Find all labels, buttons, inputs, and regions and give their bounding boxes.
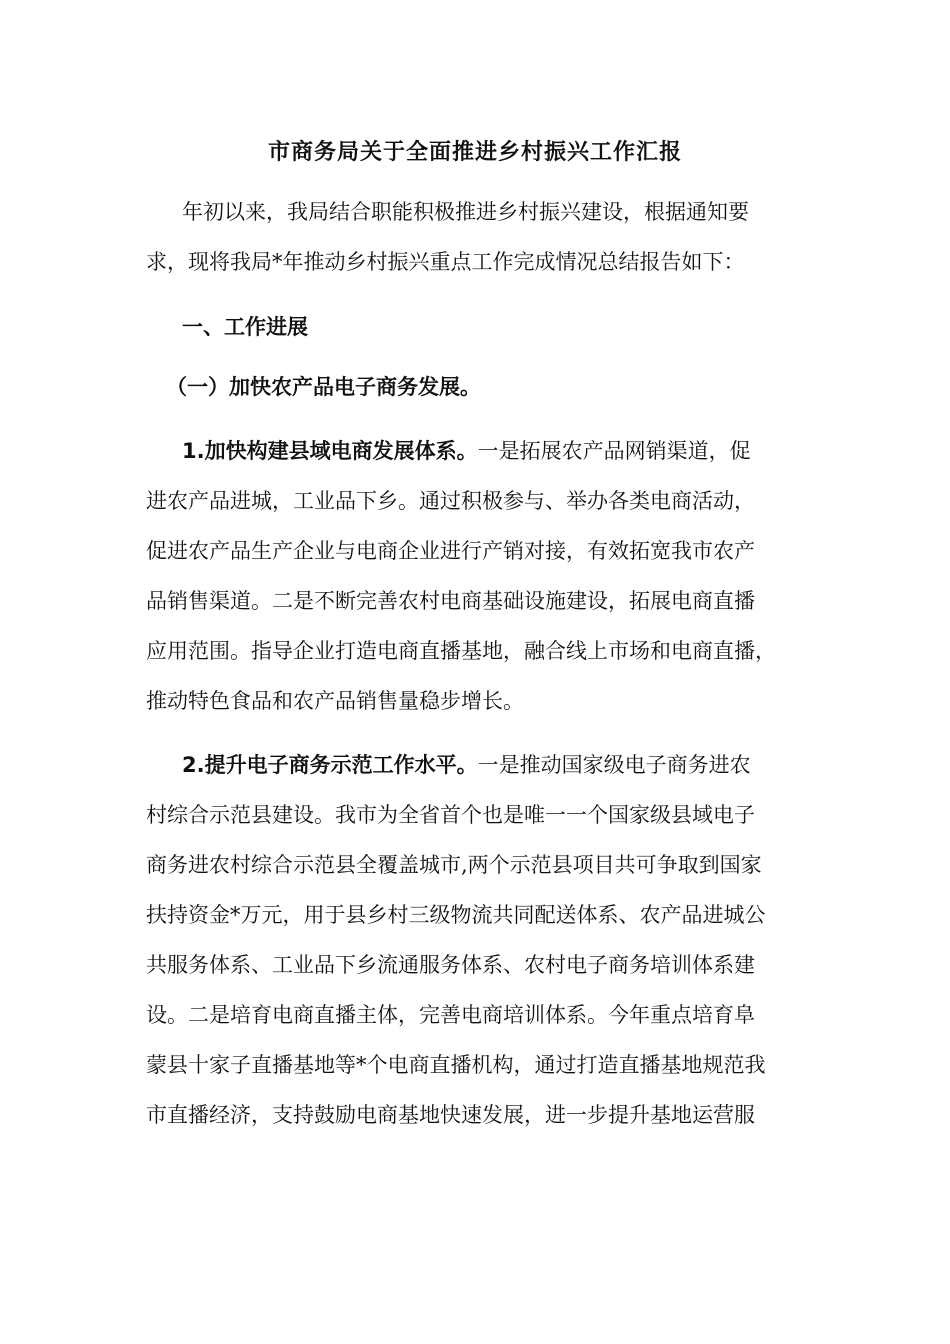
item-2-line: 村综合示范县建设。我市为全省首个也是唯一一个国家级县域电子 [146,803,755,827]
intro-line-1: 年初以来，我局结合职能积极推进乡村振兴建设，根据通知要 [182,200,749,224]
item-2-first-line-text: 一是推动国家级电子商务进农 [477,753,751,777]
item-2-line: 设。二是培育电商直播主体，完善电商培训体系。今年重点培育阜 [146,1003,755,1027]
item-1-line: 促进农产品生产企业与电商企业进行产销对接，有效拓宽我市农产 [146,539,755,563]
item-2-lead: 2.提升电子商务示范工作水平。 [182,753,478,777]
intro-line-2: 求，现将我局*年推动乡村振兴重点工作完成情况总结报告如下： [146,250,745,274]
item-2-line: 扶持资金*万元，用于县乡村三级物流共同配送体系、农产品进城公 [146,903,766,927]
item-1-line: 推动特色食品和农产品销售量稳步增长。 [146,689,524,713]
item-1-lead: 1.加快构建县域电商发展体系。 [182,439,478,463]
item-2-line: 商务进农村综合示范县全覆盖城市,两个示范县项目共可争取到国家 [146,853,762,877]
item-1-line: 进农产品进城，工业品下乡。通过积极参与、举办各类电商活动， [146,489,755,513]
item-2-line: 市直播经济，支持鼓励电商基地快速发展，进一步提升基地运营服 [146,1103,755,1127]
item-1-first-line-text: 一是拓展农产品网销渠道，促 [477,439,751,463]
item-1-line: 应用范围。指导企业打造电商直播基地，融合线上市场和电商直播， [146,639,776,663]
item-2-line: 共服务体系、工业品下乡流通服务体系、农村电子商务培训体系建 [146,953,755,977]
document-title: 市商务局关于全面推进乡村振兴工作汇报 [267,140,682,165]
item-1-first-line [182,433,751,469]
subsection-heading: （一）加快农产品电子商务发展。 [166,375,481,399]
item-2-line: 蒙县十家子直播基地等*个电商直播机构，通过打造直播基地规范我 [146,1053,766,1077]
item-2-first-line [182,747,751,783]
item-1-line: 品销售渠道。二是不断完善农村电商基础设施建设，拓展电商直播 [146,589,755,613]
section-heading: 一、工作进展 [182,315,308,339]
